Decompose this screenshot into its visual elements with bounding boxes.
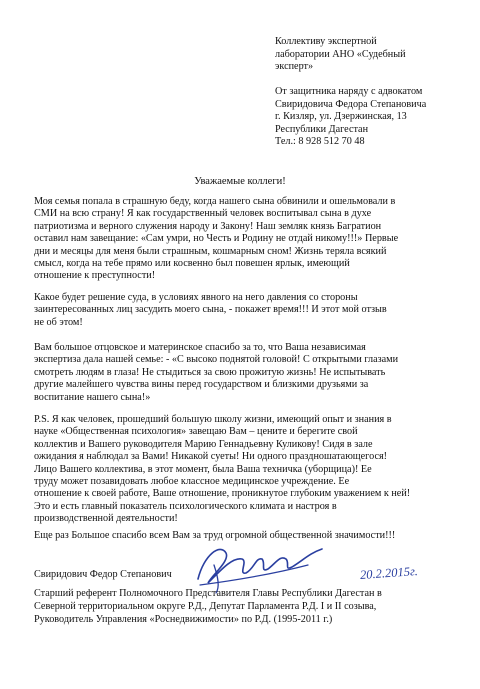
paragraph-line: дни и месяцы для меня были страшным, кошмарным сном! Жизнь теряла всякий: [34, 245, 387, 257]
paragraph-line: Лицо Вашего коллектива, в этот момент, была Ваша техничка (уборщица)! Ее: [34, 463, 372, 475]
paragraph-line: Моя семья попала в страшную беду, когда нашего сына обвинили и ошельмовали в: [34, 196, 396, 207]
signer-title-line: Северной территориальном округе Р.Д., Депутат Парламента Р.Д. I и II созыва,: [34, 601, 377, 612]
handwritten-date: 20.2.2015г.: [359, 564, 419, 583]
paragraph-line: смотреть людям в глаза! Не стыдиться за свою прожитую жизнь! Не испытывать: [34, 366, 386, 378]
paragraph-line: науке «Общественная психология» завещаю Вам – цените и берегите свой: [34, 426, 358, 438]
paragraph-line: заинтересованных лиц засудить моего сына, - покажет время!!! И этот мой отзыв: [34, 304, 387, 316]
paragraph-ps: [34, 414, 450, 526]
paragraph-line: Это и есть главный показатель психологического климата и настроя в: [34, 500, 337, 512]
paragraph-line: оставил нам завещание: «Сам умри, но Честь и Родину не отдай никому!!!» Первые: [34, 233, 399, 245]
sender-line: г. Кизляр, ул. Дзержинская, 13: [275, 111, 407, 122]
greeting: Уважаемые коллеги!: [194, 176, 286, 187]
recipient-line: Коллективу экспертной: [275, 36, 377, 47]
paragraph-line: коллектив и Вашего руководителя Марию Геннадьевну Куликову! Сидя в зале: [34, 438, 373, 450]
paragraph-3: [34, 342, 450, 404]
paragraph-line: другие малейшего чувства вины перед государством и близкими друзьями за: [34, 379, 369, 391]
handwritten-signature: [190, 535, 340, 595]
signer-title-line: Руководитель Управления «Роснедвижимости» по Р.Д. (1995-2011 г.): [34, 614, 333, 625]
paragraph-line: патриотизма и верного служения народу и Закону! Наш земляк князь Багратион: [34, 220, 382, 232]
sender-line: От защитника наряду с адвокатом: [275, 86, 423, 97]
signer-name: Свиридович Федор Степанович: [34, 569, 172, 580]
sender-block: [275, 86, 475, 149]
sender-line: Тел.: 8 928 512 70 48: [275, 136, 365, 147]
paragraph-2: [34, 292, 450, 329]
recipient-block: [275, 36, 475, 74]
paragraph-line: труду может позавидовать любое классное медицинское учреждение. Ее: [34, 476, 350, 488]
sender-line: Республики Дагестан: [275, 123, 369, 135]
paragraph-line: СМИ на всю страну! Я как государственный человек воспитывал сына в духе: [34, 208, 372, 220]
paragraph-line: экспертиза дала нашей семье: - «С высоко поднятой головой! С открытыми глазами: [34, 354, 399, 366]
paragraph-line: производственной деятельности!: [34, 513, 178, 525]
paragraph-line: Еще раз Большое спасибо всем Вам за труд огромной общественной значимости!!!: [34, 530, 396, 541]
paragraph-line: P.S. Я как человек, прошедший большую школу жизни, имеющий опыт и знания в: [34, 414, 392, 425]
paragraph-line: смысл, когда на тебе прямо или косвенно был повешен ярлык, имеющий: [34, 258, 350, 270]
signer-title: [34, 587, 454, 626]
paragraph-line: Вам большое отцовское и материнское спасибо за то, что Ваша независимая: [34, 342, 366, 353]
paragraph-line: воспитание нашего сына!»: [34, 391, 151, 403]
signer-title-line: Старший референт Полномочного Представителя Главы Республики Дагестан в: [34, 588, 382, 599]
paragraph-line: отношение к преступности!: [34, 270, 156, 282]
sender-line: Свиридовича Федора Степановича: [275, 98, 427, 110]
paragraph-line: не об этом!: [34, 316, 83, 328]
paragraph-line: Какое будет решение суда, в условиях явного на него давления со стороны: [34, 292, 358, 303]
paragraph-line: отношение к своей работе, Ваше отношение, проникнутое глубоким уважением к ней!: [34, 488, 411, 500]
paragraph-line: ожидания я наблюдал за Вами! Никакой суеты! Ни одного праздношатающегося!: [34, 451, 388, 463]
recipient-line: эксперт»: [275, 61, 314, 72]
recipient-line: лаборатории АНО «Судебный: [275, 48, 406, 60]
paragraph-1: [34, 196, 450, 283]
